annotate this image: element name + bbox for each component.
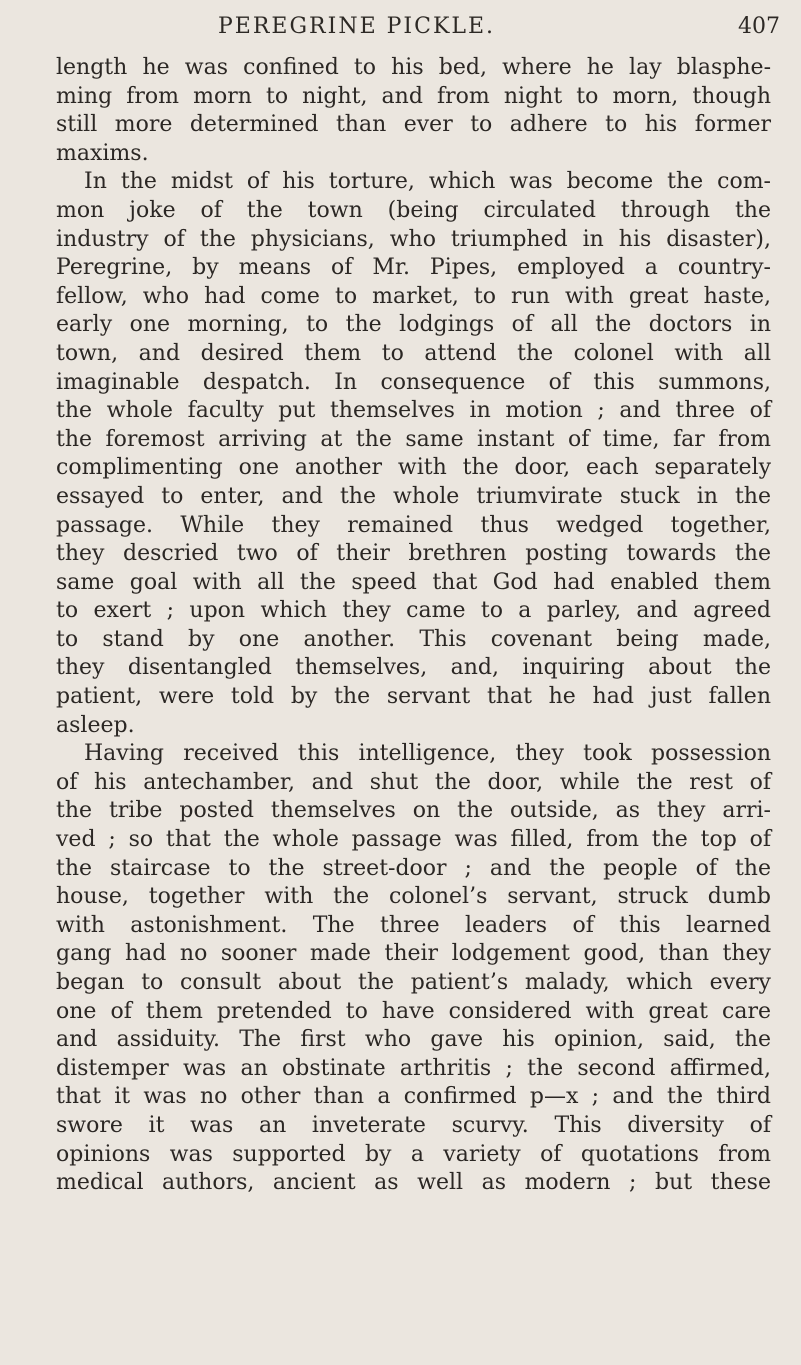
text-line: imaginable despatch. In consequence of this summons,	[56, 369, 771, 395]
text-line: maxims.	[56, 140, 149, 166]
text-line: fellow, who had come to market, to run with great haste,	[56, 283, 771, 309]
text-line: passage. While they remained thus wedged together,	[56, 512, 771, 538]
text-line: same goal with all the speed that God had enabled them	[56, 569, 771, 595]
text-line: mon joke of the town (being circulated through the	[56, 197, 771, 223]
text-line: the foremost arriving at the same instant of time, far from	[56, 426, 771, 452]
text-line: In the midst of his torture, which was become the com-	[84, 169, 771, 195]
text-line: Peregrine, by means of Mr. Pipes, employed a country-	[56, 255, 771, 281]
text-line: began to consult about the patient’s malady, which every	[56, 970, 771, 995]
text-line: distemper was an obstinate arthritis ; the second affirmed,	[56, 1055, 771, 1081]
text-line: still more determined than ever to adhere to his former	[56, 112, 771, 138]
page-header	[0, 14, 801, 54]
text-line: opinions was supported by a variety of quotations from	[56, 1141, 771, 1167]
text-line: the staircase to the street-door ; and the people of the	[56, 855, 771, 881]
text-line: town, and desired them to attend the colonel with all	[56, 340, 771, 366]
text-line: to stand by one another. This covenant being made,	[56, 626, 771, 652]
text-line: swore it was an inveterate scurvy. This diversity of	[56, 1112, 771, 1138]
text-line: industry of the physicians, who triumphed in his disaster),	[56, 226, 771, 252]
page-number: 407	[738, 14, 780, 39]
text-line: and assiduity. The first who gave his opinion, said, the	[56, 1027, 771, 1053]
text-line: with astonishment. The three leaders of this learned	[56, 912, 771, 938]
text-line: of his antechamber, and shut the door, while the rest of	[56, 769, 771, 795]
text-line: asleep.	[56, 712, 135, 738]
text-line: gang had no sooner made their lodgement good, than they	[56, 941, 771, 967]
text-line: length he was confined to his bed, where he lay blasphe-	[56, 55, 771, 80]
text-line: to exert ; upon which they came to a parley, and agreed	[56, 598, 771, 624]
text-line: they disentangled themselves, and, inquiring about the	[56, 655, 771, 681]
text-line: Having received this intelligence, they took possession	[84, 741, 771, 767]
text-line: that it was no other than a confirmed p—x ; and the third	[56, 1084, 771, 1110]
text-line: one of them pretended to have considered with great care	[56, 998, 771, 1024]
text-line: ved ; so that the whole passage was filled, from the top of	[56, 827, 771, 853]
text-line: house, together with the colonel’s servant, struck dumb	[56, 884, 771, 910]
text-line: early one morning, to the lodgings of all the doctors in	[56, 312, 771, 338]
text-line: complimenting one another with the door, each separately	[56, 455, 771, 481]
text-line: the tribe posted themselves on the outside, as they arri-	[56, 798, 771, 824]
body-text	[56, 54, 771, 1198]
text-line: they descried two of their brethren posting towards the	[56, 541, 771, 567]
text-line: ming from morn to night, and from night to morn, though	[56, 83, 771, 109]
text-line: the whole faculty put themselves in motion ; and three of	[56, 398, 771, 424]
text-line: patient, were told by the servant that he had just fallen	[56, 684, 771, 710]
text-line: essayed to enter, and the whole triumvirate stuck in the	[56, 483, 771, 509]
running-head: PEREGRINE PICKLE.	[218, 14, 496, 39]
text-line: medical authors, ancient as well as modern ; but these	[56, 1170, 771, 1196]
